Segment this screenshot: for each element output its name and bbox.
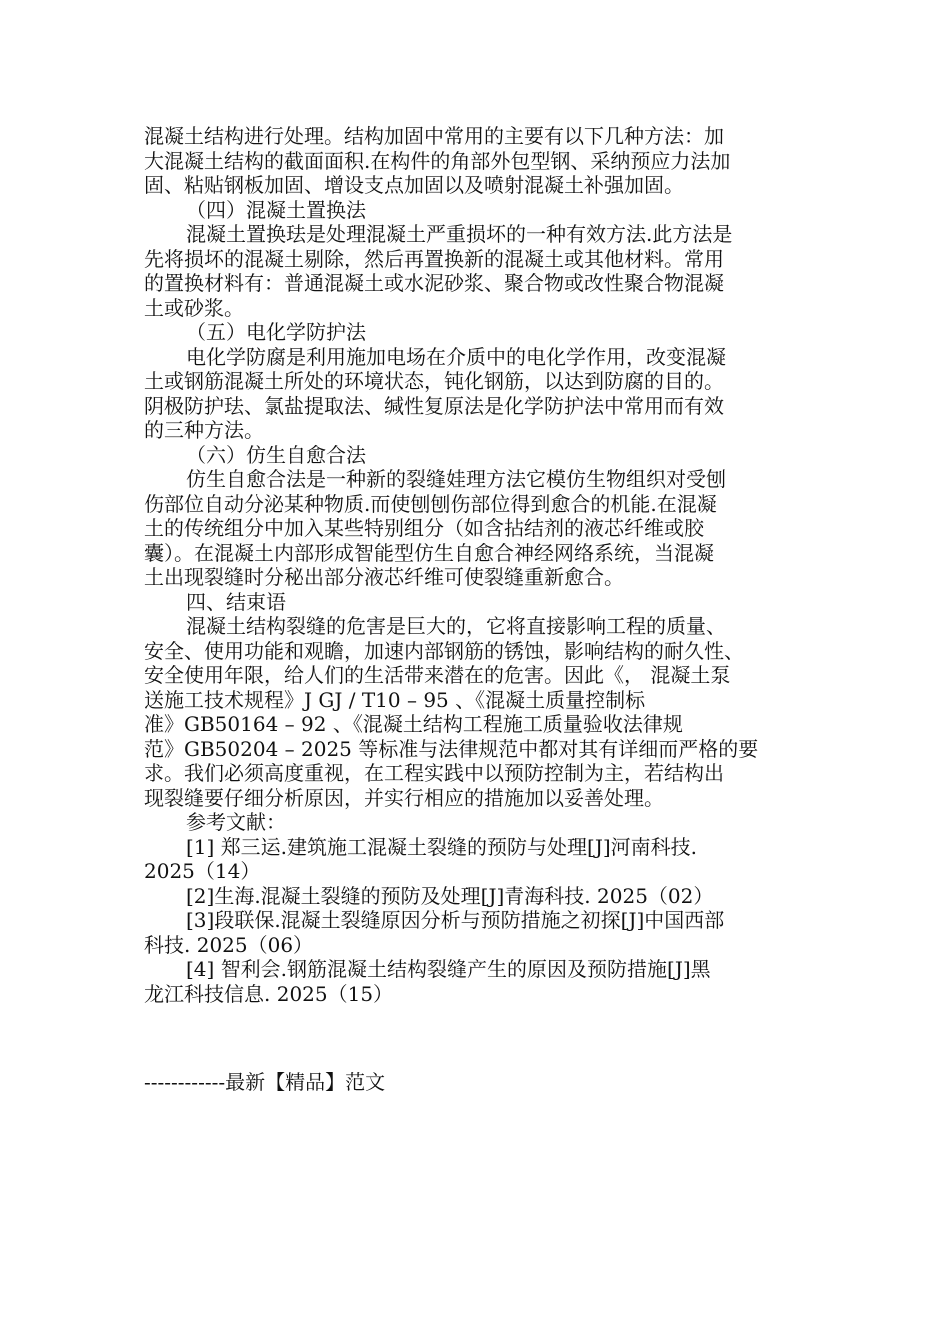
text-line: （五）电化学防护法 [186,320,366,344]
text-line: 准》GB50164 – 92 、《混凝土结构工程施工质量验收法律规 [144,712,683,736]
text-line: 电化学防腐是利用施加电场在介质中的电化学作用，改变混凝 [186,344,726,369]
text-line: 科技. 2025（06） [144,932,314,957]
text-line: 四、结束语 [186,589,286,614]
text-line: 龙江科技信息. 2025（15） [144,981,394,1006]
text-line: 的置换材料有：普通混凝土或水泥砂浆、聚合物或改性聚合物混凝 [144,271,724,295]
text-line: 的三种方法。 [144,418,264,442]
text-line: 伤部位自动分泌某种物质.而使刨刨伤部位得到愈合的机能.在混凝 [144,491,717,516]
text-line: 2025（14） [144,859,261,883]
text-line: 参考文献： [186,810,286,834]
text-line: 土的传统组分中加入某些特别组分（如含拈结剂的液芯纤维或胶 [144,516,704,540]
text-line: [1] 郑三运.建筑施工混凝土裂缝的预防与处理[J]河南科技. [186,834,698,859]
text-line: 安全使用年限，给人们的生活带来潜在的危害。因此《， 混凝土泵 [144,663,731,687]
text-line: 大混凝土结构的截面面积.在构件的角部外包型钢、采纳预应力法加 [144,148,731,173]
text-line: 混凝土结构裂缝的危害是巨大的，它将直接影响工程的质量、 [186,614,726,638]
text-line: 范》GB50204 – 2025 等标准与法律规范中都对其有详细而严格的要 [144,736,759,761]
text-line: [2]生海.混凝土裂缝的预防及处理[J]青海科技. 2025（02） [186,883,714,908]
text-line: [4] 智利会.钢筋混凝土结构裂缝产生的原因及预防措施[J]黑 [186,957,711,981]
text-line: 仿生自愈合法是一种新的裂缝娃理方法它模仿生物组织对受刨 [186,467,726,491]
text-line: 安全、使用功能和观瞻，加速内部钢筋的锈蚀，影响结构的耐久性、 [144,638,744,663]
footer-text: ------------最新【精品】范文 [144,1070,386,1094]
text-line: 求。我们必须高度重视，在工程实践中以预防控制为主，若结构出 [144,761,724,785]
text-line: 混凝土结构进行处理。结构加固中常用的主要有以下几种方法：加 [144,124,724,148]
text-line: 先将损坏的混凝土剔除，然后再置换新的混凝土或其他材料。常用 [144,246,724,271]
text-line: 送施工技术规程》J GJ / T10 – 95 、《混凝土质量控制标 [144,687,646,712]
text-line: 囊）。在混凝土内部形成智能型仿生自愈合神经网络系统，当混凝 [144,540,714,565]
text-line: [3]段联保.混凝土裂缝原因分析与预防措施之初探[J]中国西部 [186,908,725,932]
text-line: 土或砂浆。 [144,295,244,320]
text-line: 固、粘贴钢板加固、增设支点加固以及喷射混凝土补强加固。 [144,173,684,197]
text-line: （四）混凝土置换法 [186,197,366,222]
text-line: 混凝土置换珐是处理混凝土严重损坏的一种有效方法.此方法是 [186,222,733,246]
text-line: 阴极防护珐、氯盐提取法、缄性复原法是化学防护法中常用而有效 [144,393,724,418]
text-line: （六）仿生自愈合法 [186,442,366,467]
text-line: 现裂缝要仔细分析原因，并实行相应的措施加以妥善处理。 [144,785,664,810]
document-body [144,124,810,1006]
text-line: 土或钢筋混凝土所处的环境状态，钝化钢筋，以达到防腐的目的。 [144,369,724,393]
text-line: 土出现裂缝时分秘出部分液芯纤维可使裂缝重新愈合。 [144,565,624,589]
